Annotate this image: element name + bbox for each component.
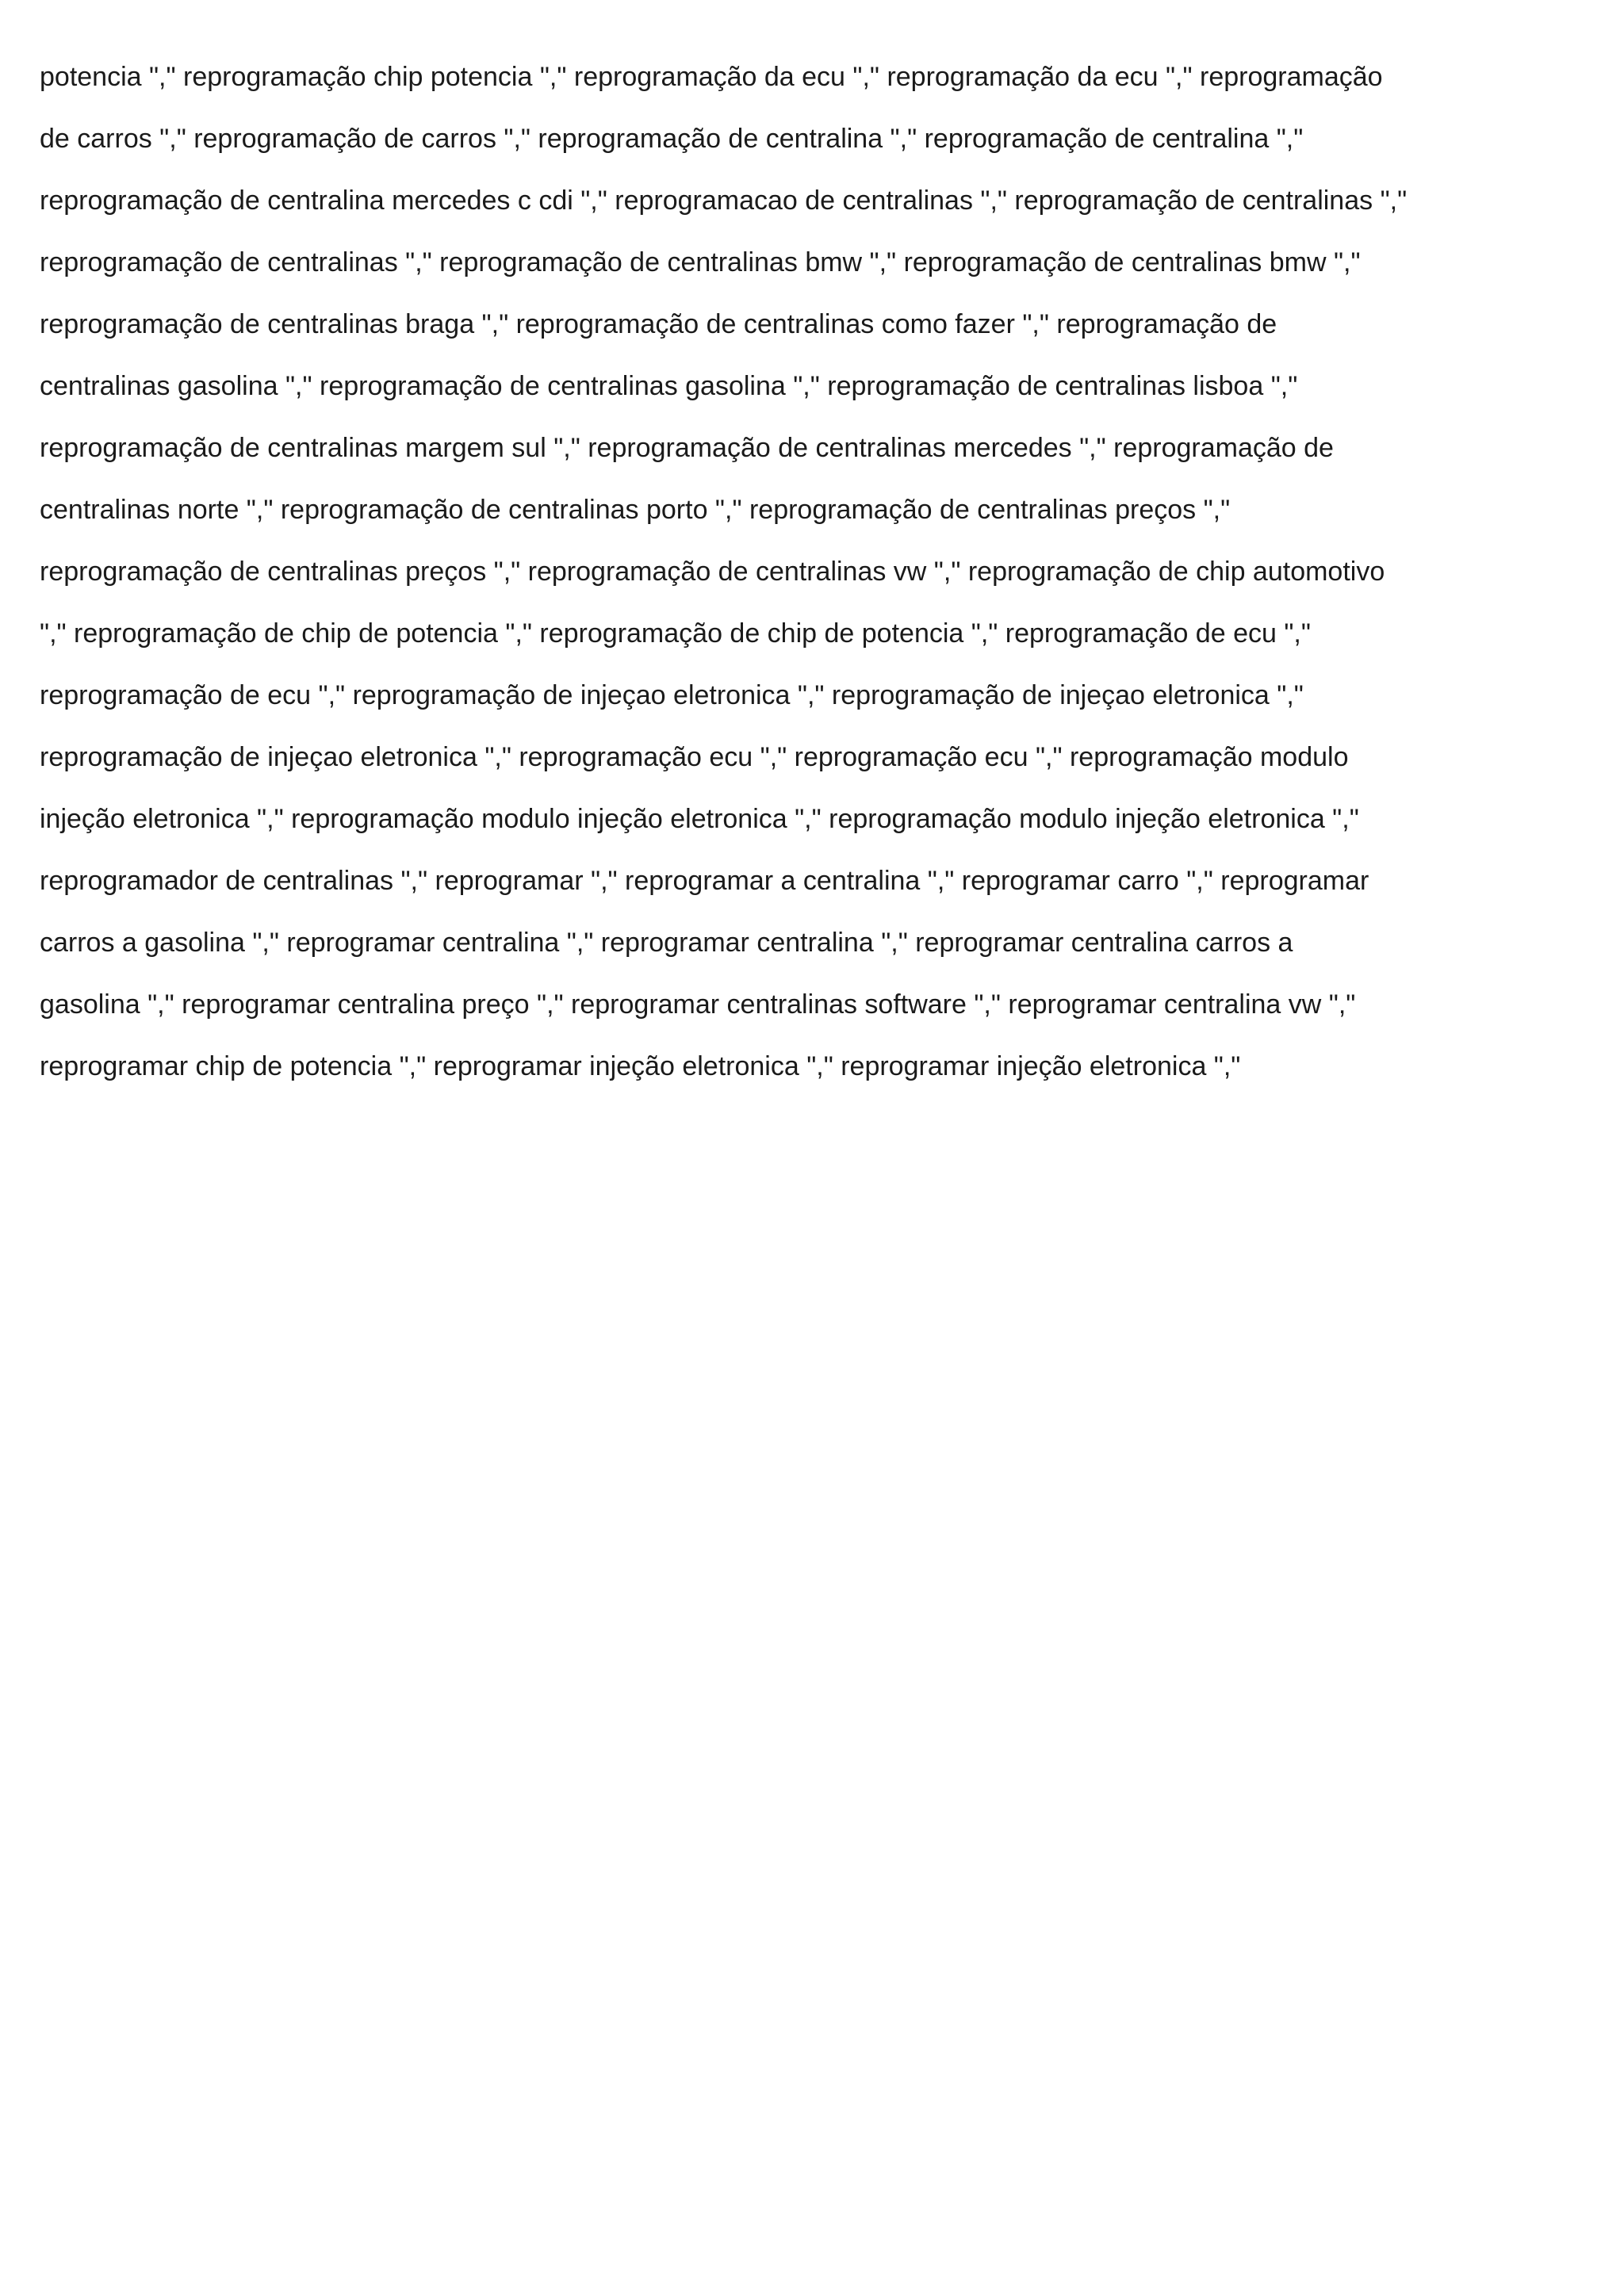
text-line: injeção eletronica "," reprogramação modulo injeção eletronica "," reprogramação modulo injeção eletronica "," <box>40 804 1359 834</box>
document-body-text <box>40 55 1594 1107</box>
text-line: centralinas gasolina "," reprogramação de centralinas gasolina "," reprogramação de centralinas lisboa "," <box>40 371 1298 401</box>
text-line: carros a gasolina "," reprogramar centralina "," reprogramar centralina "," reprogramar centralina carros a <box>40 928 1293 958</box>
text-line: reprogramação de centralina mercedes c cdi "," reprogramacao de centralinas "," reprogramação de centralinas "," <box>40 186 1408 216</box>
text-line: reprogramador de centralinas "," reprogramar "," reprogramar a centralina "," reprogramar carro "," reprogramar <box>40 866 1369 896</box>
text-line: reprogramação de centralinas "," reprogramação de centralinas bmw "," reprogramação de centralinas bmw "," <box>40 247 1361 277</box>
text-line: reprogramação de centralinas braga "," reprogramação de centralinas como fazer "," reprogramação de <box>40 309 1277 339</box>
text-line: potencia "," reprogramação chip potencia "," reprogramação da ecu "," reprogramação da ecu "," reprogramação <box>40 62 1383 92</box>
text-line: centralinas norte "," reprogramação de centralinas porto "," reprogramação de centralinas preços "," <box>40 495 1231 525</box>
text-line: reprogramar chip de potencia "," reprogramar injeção eletronica "," reprogramar injeção eletronica "," <box>40 1051 1241 1081</box>
text-line: reprogramação de ecu "," reprogramação de injeçao eletronica "," reprogramação de injeçao eletronica "," <box>40 680 1304 710</box>
text-line: "," reprogramação de chip de potencia "," reprogramação de chip de potencia "," reprogramação de ecu "," <box>40 618 1311 649</box>
text-line: de carros "," reprogramação de carros "," reprogramação de centralina "," reprogramação de centralina "," <box>40 124 1304 154</box>
text-line: reprogramação de injeçao eletronica "," reprogramação ecu "," reprogramação ecu "," reprogramação modulo <box>40 742 1349 772</box>
text-line: gasolina "," reprogramar centralina preço "," reprogramar centralinas software "," reprogramar centralina vw "," <box>40 989 1356 1020</box>
text-line: reprogramação de centralinas margem sul "," reprogramação de centralinas mercedes "," reprogramação de <box>40 433 1334 463</box>
text-line: reprogramação de centralinas preços "," reprogramação de centralinas vw "," reprogramação de chip automotivo <box>40 557 1385 587</box>
